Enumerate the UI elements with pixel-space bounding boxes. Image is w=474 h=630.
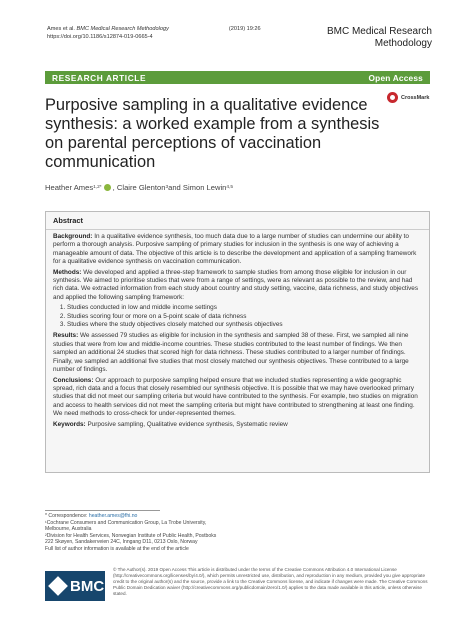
doi-link[interactable]: https://doi.org/10.1186/s12874-019-0665-4 (47, 34, 153, 40)
list-item: 2. Studies scoring four or more on a 5-point scale of data richness (67, 313, 422, 321)
list-item: 1. Studies conducted in low and middle income settings (67, 304, 422, 312)
crossmark-badge[interactable]: CrossMark (387, 92, 429, 103)
open-access-label: Open Access (368, 72, 423, 83)
copyright-notice: © The Author(s). 2019 Open Access This article is distributed under the terms of the Creative Commons Attribution 4.0 International License (http://creativecommons.org/licenses/by/4.0/), which permits unrestricted use, distribution, and reproduction in any medium, provided you give appropriate credit to the original author(s) and the source, provide a link to the Creative Commons license, and indicate if changes were made. The Creative Commons Public Domain Dedication waiver (http://creativecommons.org/publicdomain/zero/1.0/) applies to the data made available in this article, unless otherwise stated. (113, 567, 428, 596)
bmc-logo: BMC (45, 571, 105, 601)
author-footnote: * Correspondence: heather.ames@fhi.no ¹Cochrane Consumers and Communication Group, La Trobe University, Melbourne, Australia ²Division for Health Services, Norwegian Institute of Public Health, Postboks 222 Skøyen, Sandakerveien 24C, Inngang D11, 0213 Oslo, Norway Full list of author information is available at the end of the article (45, 513, 217, 552)
correspondence-email[interactable]: heather.ames@fhi.no (88, 513, 138, 519)
running-header (47, 25, 261, 41)
paper-title: Purposive sampling in a qualitative evidence synthesis: a worked example from a synthesis on parental perceptions of vaccination communication (45, 96, 380, 171)
abstract-background: Background: In a qualitative evidence synthesis, too much data due to a large number of studies can undermine our ability to perform a thorough analysis. Purposive sampling of primary studies for inclusion in the synthesis is one way of achieving a manageable amount of data. The objective of this article is to describe the development and application of a sampling framework for a qualitative evidence synthesis on vaccination communication. (53, 233, 417, 266)
journal-name: BMC Medical Research Methodology (326, 26, 432, 49)
orcid-icon[interactable] (104, 184, 111, 191)
crossmark-icon (387, 92, 398, 103)
article-type: RESEARCH ARTICLE (52, 72, 147, 83)
citation: Ames et al. BMC Medical Research Methodology (47, 26, 169, 32)
abstract-box (45, 211, 430, 473)
article-banner (45, 71, 430, 84)
author-list: Heather Ames 1,2* , Claire Glenton 3 and Simon Lewin 4,5 (45, 183, 234, 192)
abstract-heading: Abstract (53, 216, 83, 225)
abstract-methods: Methods: We developed and applied a three-step framework to sample studies from among those eligible for inclusion in our synthesis. We aimed to prioritise studies that were from a range of settings, were as relevant as possible to the review, and had rich data. We extracted information from each study about country and study setting, vaccine, data richness, and study objectives and applied the following sampling framework: (53, 268, 419, 301)
abstract-conclusions: Conclusions: Our approach to purposive sampling helped ensure that we included studies representing a wide geographic spread, rich data and a focus that closely resembled our synthesis objective. It is possible that we may have overlooked primary studies that did not meet our sampling criteria but would have contributed to the synthesis. For example, two studies on migration and access to health services did not meet the sampling criteria but might have contributed to strengthening at least one finding. We need methods to cross-check for under-represented themes. (53, 376, 418, 418)
list-item: 3. Studies where the study objectives closely matched our synthesis objectives (67, 321, 422, 329)
abstract-keywords: Keywords: Purposive sampling, Qualitative evidence synthesis, Systematic review (53, 420, 288, 428)
bmc-chevron-icon (48, 576, 68, 596)
sampling-steps (55, 304, 422, 329)
abstract-results: Results: We assessed 79 studies as eligible for inclusion in the synthesis and sampled 38 of these. First, we sampled all nine studies that were from low and middle-income countries. These studies contributed to the least number of findings. We then sampled an additional 24 studies that scored high for data richness. These studies contributed to a larger number of findings. Finally, we sampled an additional five studies that most closely matched our synthesis objectives. These contributed to a large number of findings. (53, 332, 409, 374)
year-volume: (2019) 19:26 (228, 26, 261, 32)
